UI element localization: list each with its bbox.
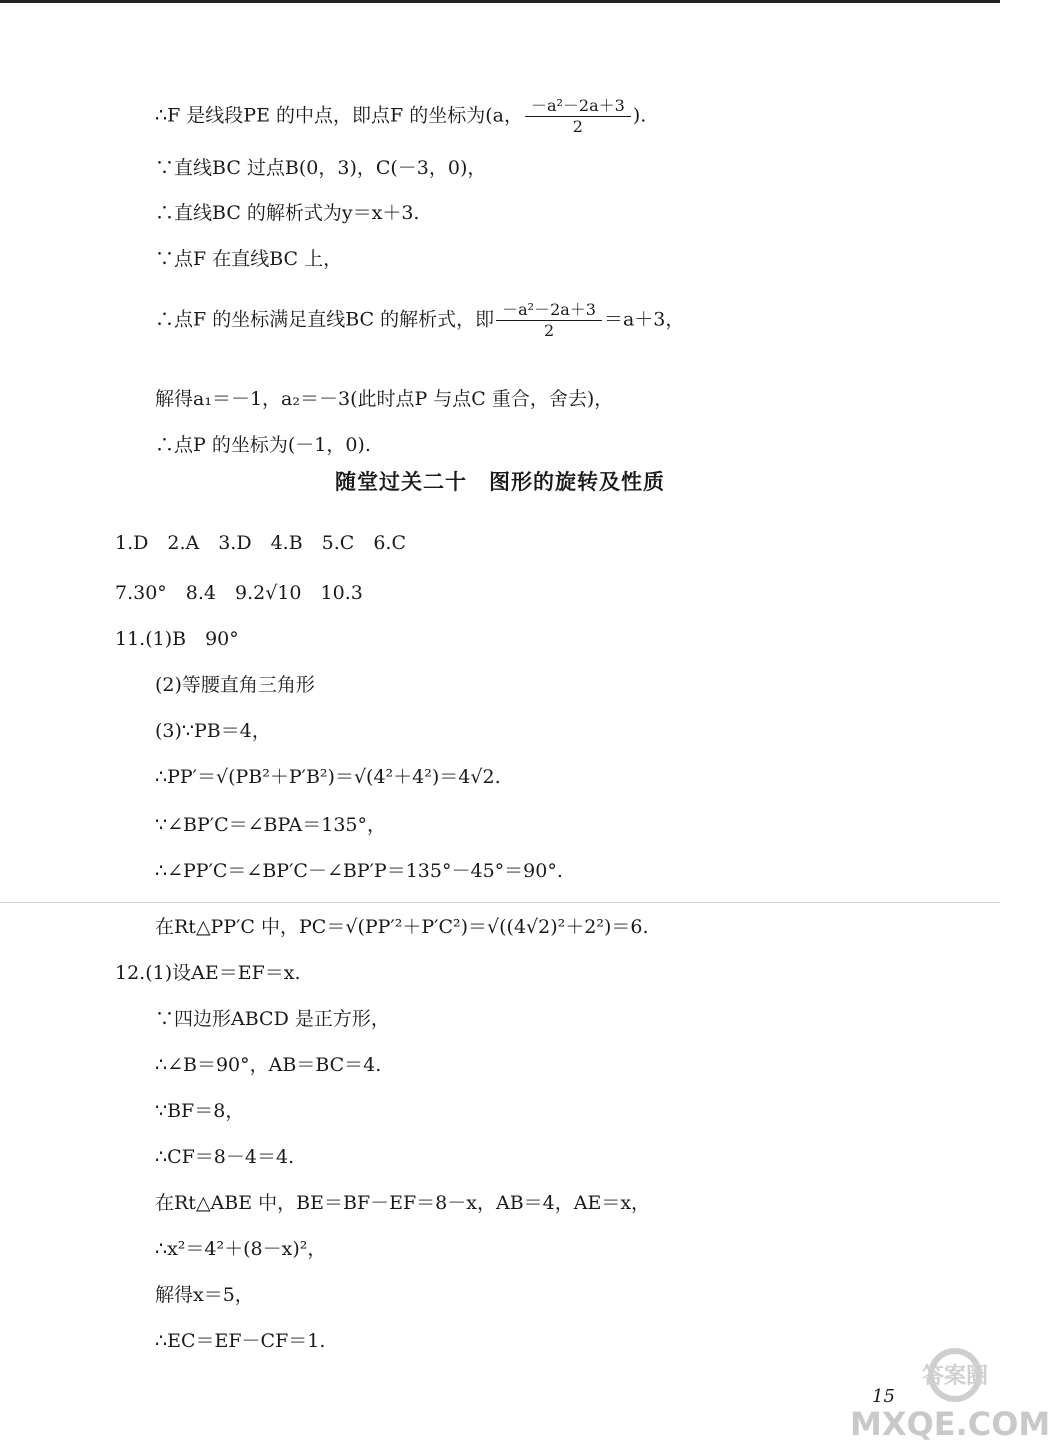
scan-top-border — [0, 0, 1000, 3]
fraction-bc-equation — [496, 300, 602, 341]
text-line-5 — [155, 300, 684, 341]
text-line-4: ∵点F 在直线BC 上， — [155, 248, 343, 270]
answer-11-pp-prime: ∴PP′＝√(PB²＋P′B²)＝√(4²＋4²)＝4√2. — [155, 766, 501, 788]
line-1-tail: ). — [632, 104, 647, 127]
page-number: 15 — [872, 1386, 895, 1407]
answers-1-6: 1.D 2.A 3.D 4.B 5.C 6.C — [115, 532, 406, 554]
fraction-numerator: －a²－2a＋3 — [525, 96, 631, 117]
line-5-tail: ＝a＋3， — [603, 308, 685, 331]
answer-12-ec: ∴EC＝EF－CF＝1. — [155, 1330, 326, 1352]
fraction-denominator: 2 — [543, 321, 555, 340]
fraction-denominator: 2 — [572, 117, 583, 136]
answer-12-angle-b: ∴∠B＝90°，AB＝BC＝4. — [155, 1054, 382, 1076]
text-line-3: ∴直线BC 的解析式为y＝x＋3. — [155, 202, 420, 224]
answer-11-1: 11.(1)B 90° — [115, 628, 239, 650]
scan-seam-line — [0, 902, 1000, 903]
answer-11-2: (2)等腰直角三角形 — [155, 674, 315, 696]
watermark-logo-icon — [915, 1345, 989, 1405]
text-line-7: ∴点P 的坐标为(－1，0). — [155, 434, 371, 456]
line-1-text: ∴F 是线段PE 的中点，即点F 的坐标为(a， — [155, 104, 523, 127]
fraction-numerator: －a²－2a＋3 — [496, 300, 602, 321]
answer-11-angle-90: ∴∠PP′C＝∠BP′C－∠BP′P＝135°－45°＝90°. — [155, 860, 563, 882]
answer-12-rt-abe: 在Rt△ABE 中，BE＝BF－EF＝8－x，AB＝4，AE＝x， — [155, 1192, 651, 1214]
answers-7-10: 7.30° 8.4 9.2√10 10.3 — [115, 582, 363, 604]
answer-11-angle-equal: ∵∠BP′C＝∠BPA＝135°， — [155, 814, 387, 836]
answer-12-1: 12.(1)设AE＝EF＝x. — [115, 962, 301, 984]
answer-12-cf: ∴CF＝8－4＝4. — [155, 1146, 295, 1168]
line-5-text: ∴点F 的坐标满足直线BC 的解析式，即 — [155, 308, 495, 331]
watermark-text: MXQE.COM — [850, 1405, 1050, 1443]
text-line-1 — [155, 96, 646, 137]
answer-12-equation: ∴x²＝4²＋(8－x)²， — [155, 1238, 327, 1260]
text-line-2: ∵直线BC 过点B(0，3)，C(－3，0)， — [155, 157, 487, 179]
watermark-logo-char: 答案圈 — [921, 1364, 989, 1389]
section-title: 随堂过关二十 图形的旋转及性质 — [335, 469, 665, 494]
text-line-6: 解得a₁＝－1，a₂＝－3(此时点P 与点C 重合，舍去)， — [155, 388, 614, 410]
answer-11-pc: 在Rt△PP′C 中，PC＝√(PP′²＋P′C²)＝√((4√2)²＋2²)＝6. — [155, 916, 649, 938]
fraction-f-coordinate — [525, 96, 631, 137]
answer-12-square: ∵四边形ABCD 是正方形， — [155, 1008, 390, 1030]
answer-12-bf: ∵BF＝8， — [155, 1100, 245, 1122]
answer-12-solution: 解得x＝5， — [155, 1284, 254, 1306]
answer-11-3: (3)∵PB＝4， — [155, 720, 271, 742]
